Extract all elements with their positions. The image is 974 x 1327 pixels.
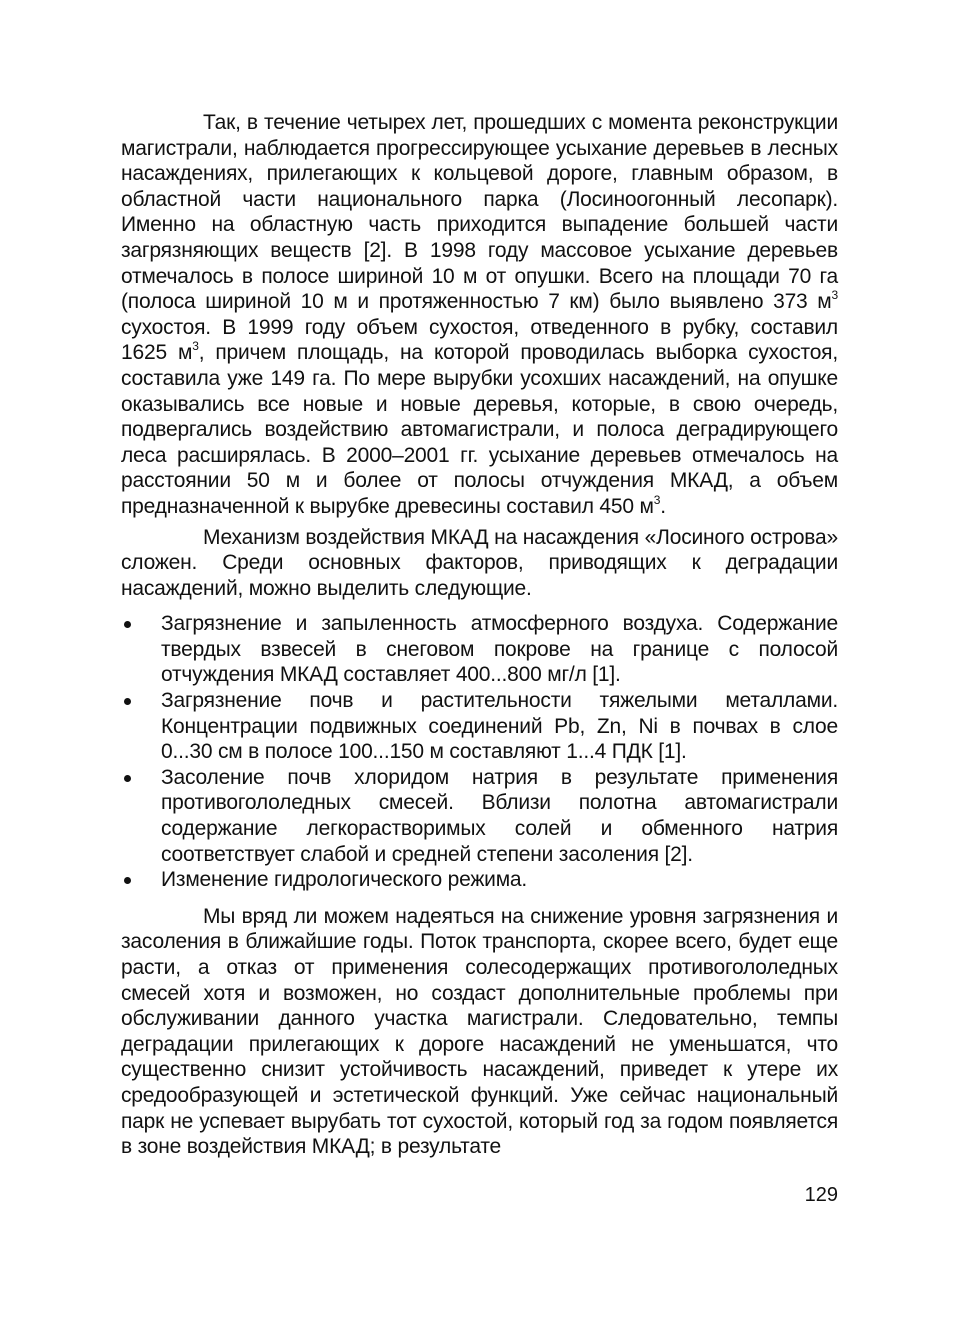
- paragraph-text: Так, в течение четырех лет, прошедших с момента реконструкции магистрали, наблюдается прогрессирующее усыхание деревьев в лесных насаждениях, прилегающих к кольцевой дороге, главным образом, в областной части национального парка (Лосиноогонный лесопарк). Именно на областную часть приходится выпадение большей части загрязняющих веществ [2]. В 1998 году массовое усыхание деревьев отмечалось в полосе шириной 10 м от опушки. Всего на площади 70 га (полоса шириной 10 м и протяженностью 7 км) было выявлено 373 м: [121, 111, 838, 314]
- list-item: Загрязнение почв и растительности тяжелыми металлами. Концентрации подвижных соединений Pb, Zn, Ni в почвах в слое 0...30 см в полосе 100...150 м составляют 1...4 ПДК [1].: [121, 688, 838, 765]
- page-number: 129: [804, 1184, 838, 1206]
- list-item: Засоление почв хлоридом натрия в результате применения противогололедных смесей. Вблизи полотна автомагистрали содержание легкорастворимых солей и обменного натрия соответствует слабой и средней степени засоления [2].: [121, 765, 838, 867]
- paragraph-outlook: Мы вряд ли можем надеяться на снижение уровня загрязнения и засоления в ближайшие годы. Поток транспорта, скорее всего, будет еще расти, а отказ от применения солесодержащих противогололедных смесей хотя и возможен, но создаст дополнительные проблемы при обслуживании данного участка магистрали. Следовательно, темпы деградации прилегающих к дороге насаждений не уменьшатся, что существенно снизит устойчивость насаждений, приведет к утере их средообразующей и эстетической функций. Уже сейчас национальный парк не успевает вырубать тот сухостой, который год за годом появляется в зоне воздействия МКАД; в результате: [121, 904, 838, 1159]
- paragraph-text: .: [660, 494, 666, 518]
- factors-list: [121, 611, 838, 893]
- superscript-cubic: 3: [192, 339, 199, 354]
- list-item: Загрязнение и запыленность атмосферного воздуха. Содержание твердых взвесей в снеговом покрове на границе с полосой отчуждения МКАД составляет 400...800 мг/л [1].: [121, 611, 838, 688]
- paragraph-forest-drying: [121, 110, 838, 520]
- superscript-cubic: 3: [831, 288, 838, 303]
- paragraph-text: , причем площадь, на которой проводилась выборка сухостоя, составила уже 149 га. По мере вырубки усохших насаждений, на опушке оказывались все новые и новые деревья, которые, в свою очередь, подвергались воздействию автомагистрали, и полоса деградирующего леса расширялась. В 2000–2001 гг. усыхание деревьев отмечалось на расстоянии 50 м и более от полосы отчуждения МКАД, а объем предназначенной к вырубке древесины составил 450 м: [121, 341, 838, 518]
- paragraph-mechanism: Механизм воздействия МКАД на насаждения «Лосиного острова» сложен. Среди основных факторов, приводящих к деградации насаждений, можно выделить следующие.: [121, 525, 838, 600]
- paragraph-text: сухостоя. В 1999 году объем сухостоя, отведенного в рубку, составил 1625 м: [121, 315, 838, 365]
- list-item: Изменение гидрологического режима.: [121, 867, 838, 893]
- page-body: [121, 110, 838, 1160]
- superscript-cubic: 3: [653, 492, 661, 507]
